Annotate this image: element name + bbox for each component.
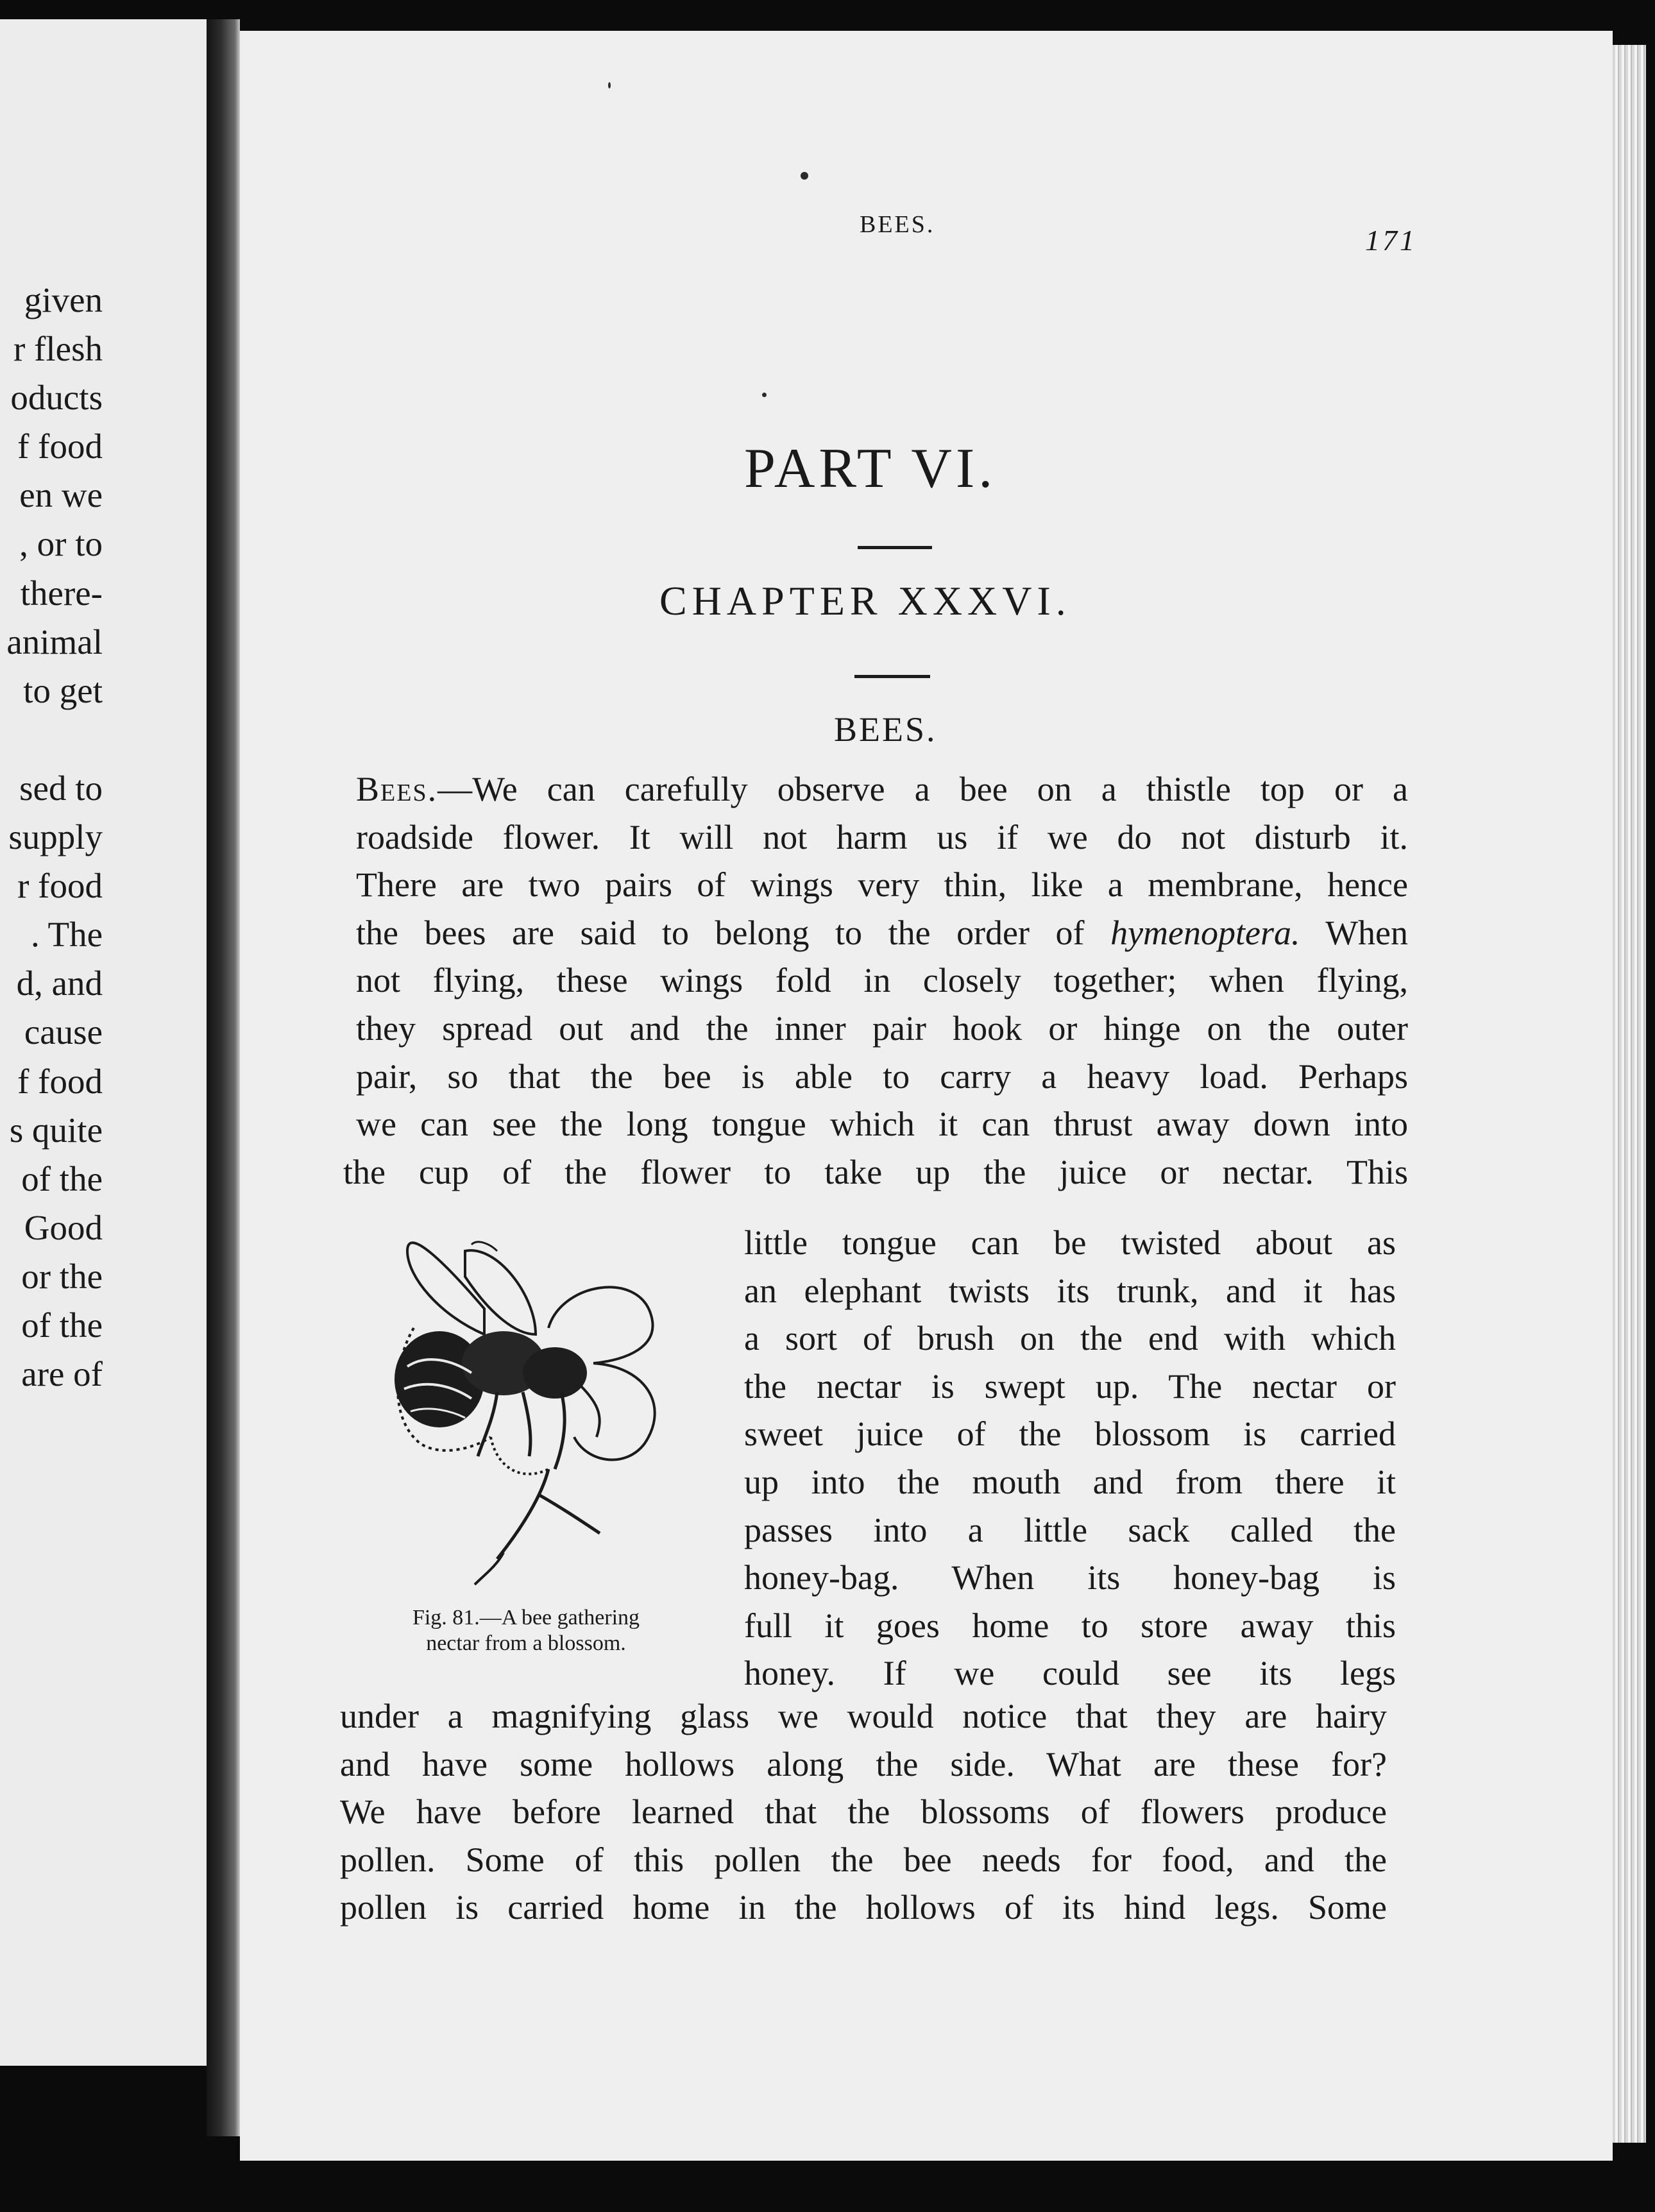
body-line: under a magnifying glass we would notice that they are hairy xyxy=(340,1697,1387,1735)
left-line: en we xyxy=(19,475,103,515)
page-number: 171 xyxy=(1365,224,1417,257)
body-line: full it goes home to store away this xyxy=(744,1606,1396,1645)
body-line: an elephant twists its trunk, and it has xyxy=(744,1271,1396,1310)
left-line: of the xyxy=(21,1159,103,1198)
left-line: Good xyxy=(24,1207,103,1247)
body-line: There are two pairs of wings very thin, like a membrane, hence xyxy=(356,865,1408,905)
left-page xyxy=(0,19,210,2066)
body-paragraph xyxy=(343,765,1409,1196)
left-line: f food xyxy=(17,1061,103,1101)
body-line: we can see the long tongue which it can thrust away down into xyxy=(356,1105,1408,1144)
body-line: Bees.—We can carefully observe a bee on a thistle top or a xyxy=(356,770,1408,808)
left-line: cause xyxy=(24,1012,103,1052)
body-line: the cup of the flower to take up the juice or nectar. This xyxy=(343,1152,1408,1191)
title-rule xyxy=(854,675,930,678)
book-gutter xyxy=(207,19,240,2136)
body-line: and have some hollows along the side. What are these for? xyxy=(340,1744,1387,1783)
bee-illustration xyxy=(369,1225,690,1597)
left-page-text xyxy=(6,276,103,1399)
body-lower-text xyxy=(340,1692,1387,1932)
left-line: r food xyxy=(17,866,103,906)
body-line: honey. If we could see its legs xyxy=(744,1654,1396,1693)
body-line: pollen. Some of this pollen the bee needs for food, and the xyxy=(340,1840,1387,1879)
left-line: or the xyxy=(21,1256,103,1296)
left-line: oducts xyxy=(10,378,103,418)
body-line: up into the mouth and from there it xyxy=(744,1462,1396,1501)
body-line: the nectar is swept up. The nectar or xyxy=(744,1366,1396,1406)
body-line: not flying, these wings fold in closely together; when flying, xyxy=(356,961,1408,1000)
body-line: little tongue can be twisted about as xyxy=(744,1223,1396,1262)
left-line: d, and xyxy=(16,964,103,1003)
left-line: f food xyxy=(17,427,103,466)
left-line: , or to xyxy=(19,524,103,564)
left-line: are of xyxy=(21,1354,103,1394)
body-line: a sort of brush on the end with which xyxy=(744,1319,1396,1358)
body-line: We have before learned that the blossoms of flowers produce xyxy=(340,1792,1387,1832)
scan-speck xyxy=(762,393,767,397)
chapter-title: CHAPTER XXXVI. xyxy=(659,578,1071,624)
scan-speck xyxy=(801,172,808,180)
body-line: honey-bag. When its honey-bag is xyxy=(744,1558,1396,1597)
scan-speck xyxy=(608,82,611,89)
page-edges xyxy=(1613,45,1646,2143)
left-line: to get xyxy=(23,670,103,710)
body-line: roadside flower. It will not harm us if we do not disturb it. xyxy=(356,817,1408,856)
left-line: animal xyxy=(6,622,103,661)
body-line: they spread out and the inner pair hook or hinge on the outer xyxy=(356,1008,1408,1048)
body-line: sweet juice of the blossom is carried xyxy=(744,1415,1396,1454)
section-title: BEES. xyxy=(834,710,937,749)
left-line: r flesh xyxy=(13,329,103,369)
running-head: BEES. xyxy=(860,211,935,238)
body-line: pollen is carried home in the hollows of its hind legs. Some xyxy=(340,1888,1387,1927)
left-line: there- xyxy=(20,573,103,613)
title-rule xyxy=(858,546,932,549)
latin-term: hymenoptera. xyxy=(1110,913,1300,952)
body-line: pair, so that the bee is able to carry a heavy load. Perhaps xyxy=(356,1057,1408,1096)
body-line: the bees are said to belong to the order of hymenoptera. When xyxy=(356,913,1409,952)
body-wrapped-text xyxy=(744,1219,1396,1697)
left-line: sed to xyxy=(19,768,103,808)
part-title: PART VI. xyxy=(744,438,997,500)
left-line: of the xyxy=(21,1305,103,1345)
lead-word: Bees. xyxy=(356,770,438,808)
left-line: given xyxy=(24,280,103,319)
figure-caption: Fig. 81.—A bee gathering nectar from a blossom. xyxy=(412,1606,640,1655)
left-line: s quite xyxy=(9,1110,103,1150)
left-line: . The xyxy=(30,915,103,955)
left-line xyxy=(6,715,103,764)
left-line: supply xyxy=(8,817,103,857)
bee-on-blossom-icon xyxy=(369,1225,690,1597)
body-line: passes into a little sack called the xyxy=(744,1510,1396,1549)
